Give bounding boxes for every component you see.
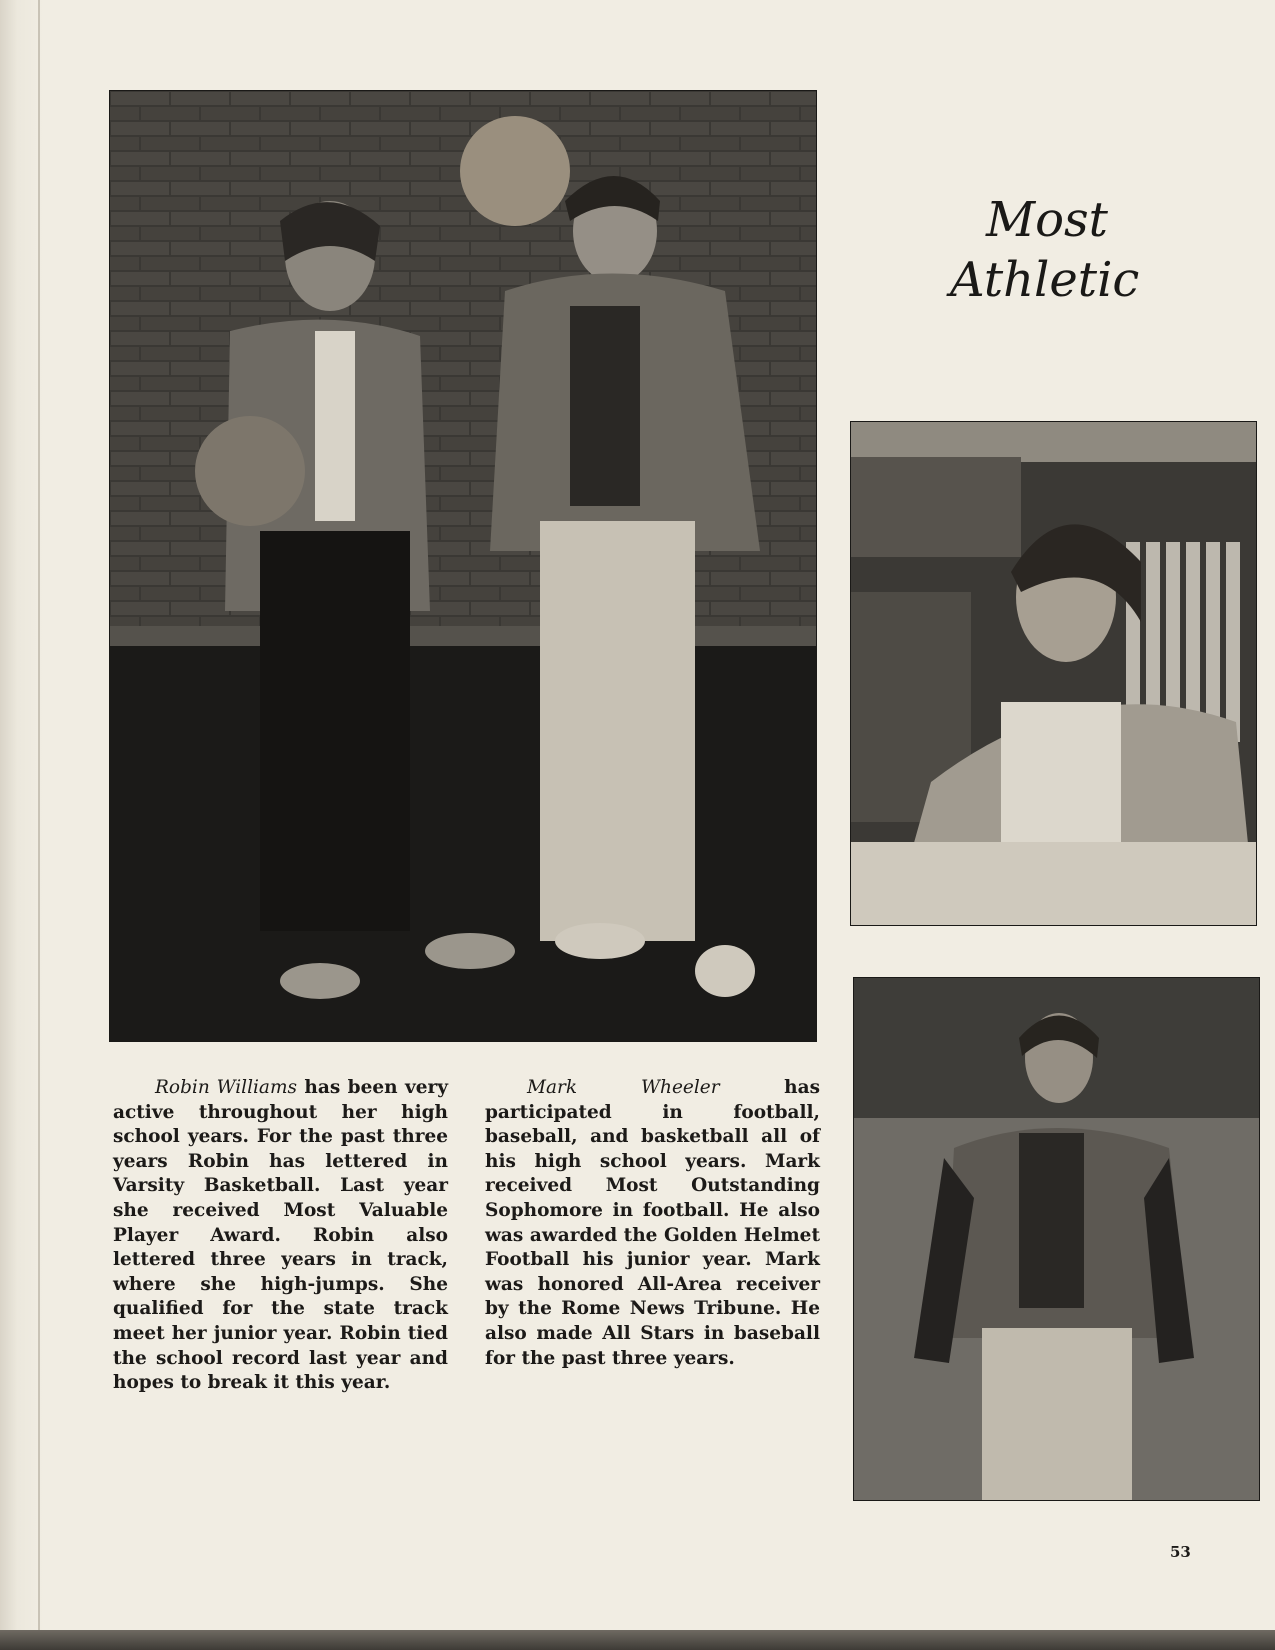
mark-photo-image: [854, 978, 1259, 1500]
mark-wheeler-name: Mark Wheeler: [527, 1077, 720, 1098]
robin-williams-paragraph: [113, 1076, 448, 1396]
mark-photo: [853, 977, 1260, 1501]
page-edge: [0, 1630, 1275, 1650]
heading-line-most: Most: [986, 192, 1108, 248]
book-spine: [0, 0, 44, 1650]
robin-photo-image: [851, 422, 1256, 925]
main-photo-image: [110, 91, 816, 1041]
robin-photo: [850, 421, 1257, 926]
heading-line-athletic: Athletic: [950, 252, 1140, 308]
mark-wheeler-text: has participated in football, baseball, and basketball all of his high school years. Mark received Most Outstanding Sophomore in football. He also was awarded the Golden Helmet Football his junior year. Mark was honored All-Area receiver by the Rome News Tribune. He also made All Stars in baseball for the past three years.: [485, 1077, 820, 1369]
mark-wheeler-paragraph: [485, 1076, 820, 1371]
robin-williams-text: has been very active throughout her high school years. For the past three years Robin has lettered in Varsity Basketball. Last year she received Most Valuable Player Award. Robin also lettered three years in track, where she high-jumps. She qualified for the state track meet her junior year. Robin tied the school record last year and hopes to break it this year.: [113, 1077, 449, 1394]
page-heading: [950, 190, 1160, 310]
main-photo: [109, 90, 817, 1042]
robin-williams-name: Robin Williams: [155, 1077, 298, 1098]
page-number: 53: [1170, 1543, 1191, 1561]
